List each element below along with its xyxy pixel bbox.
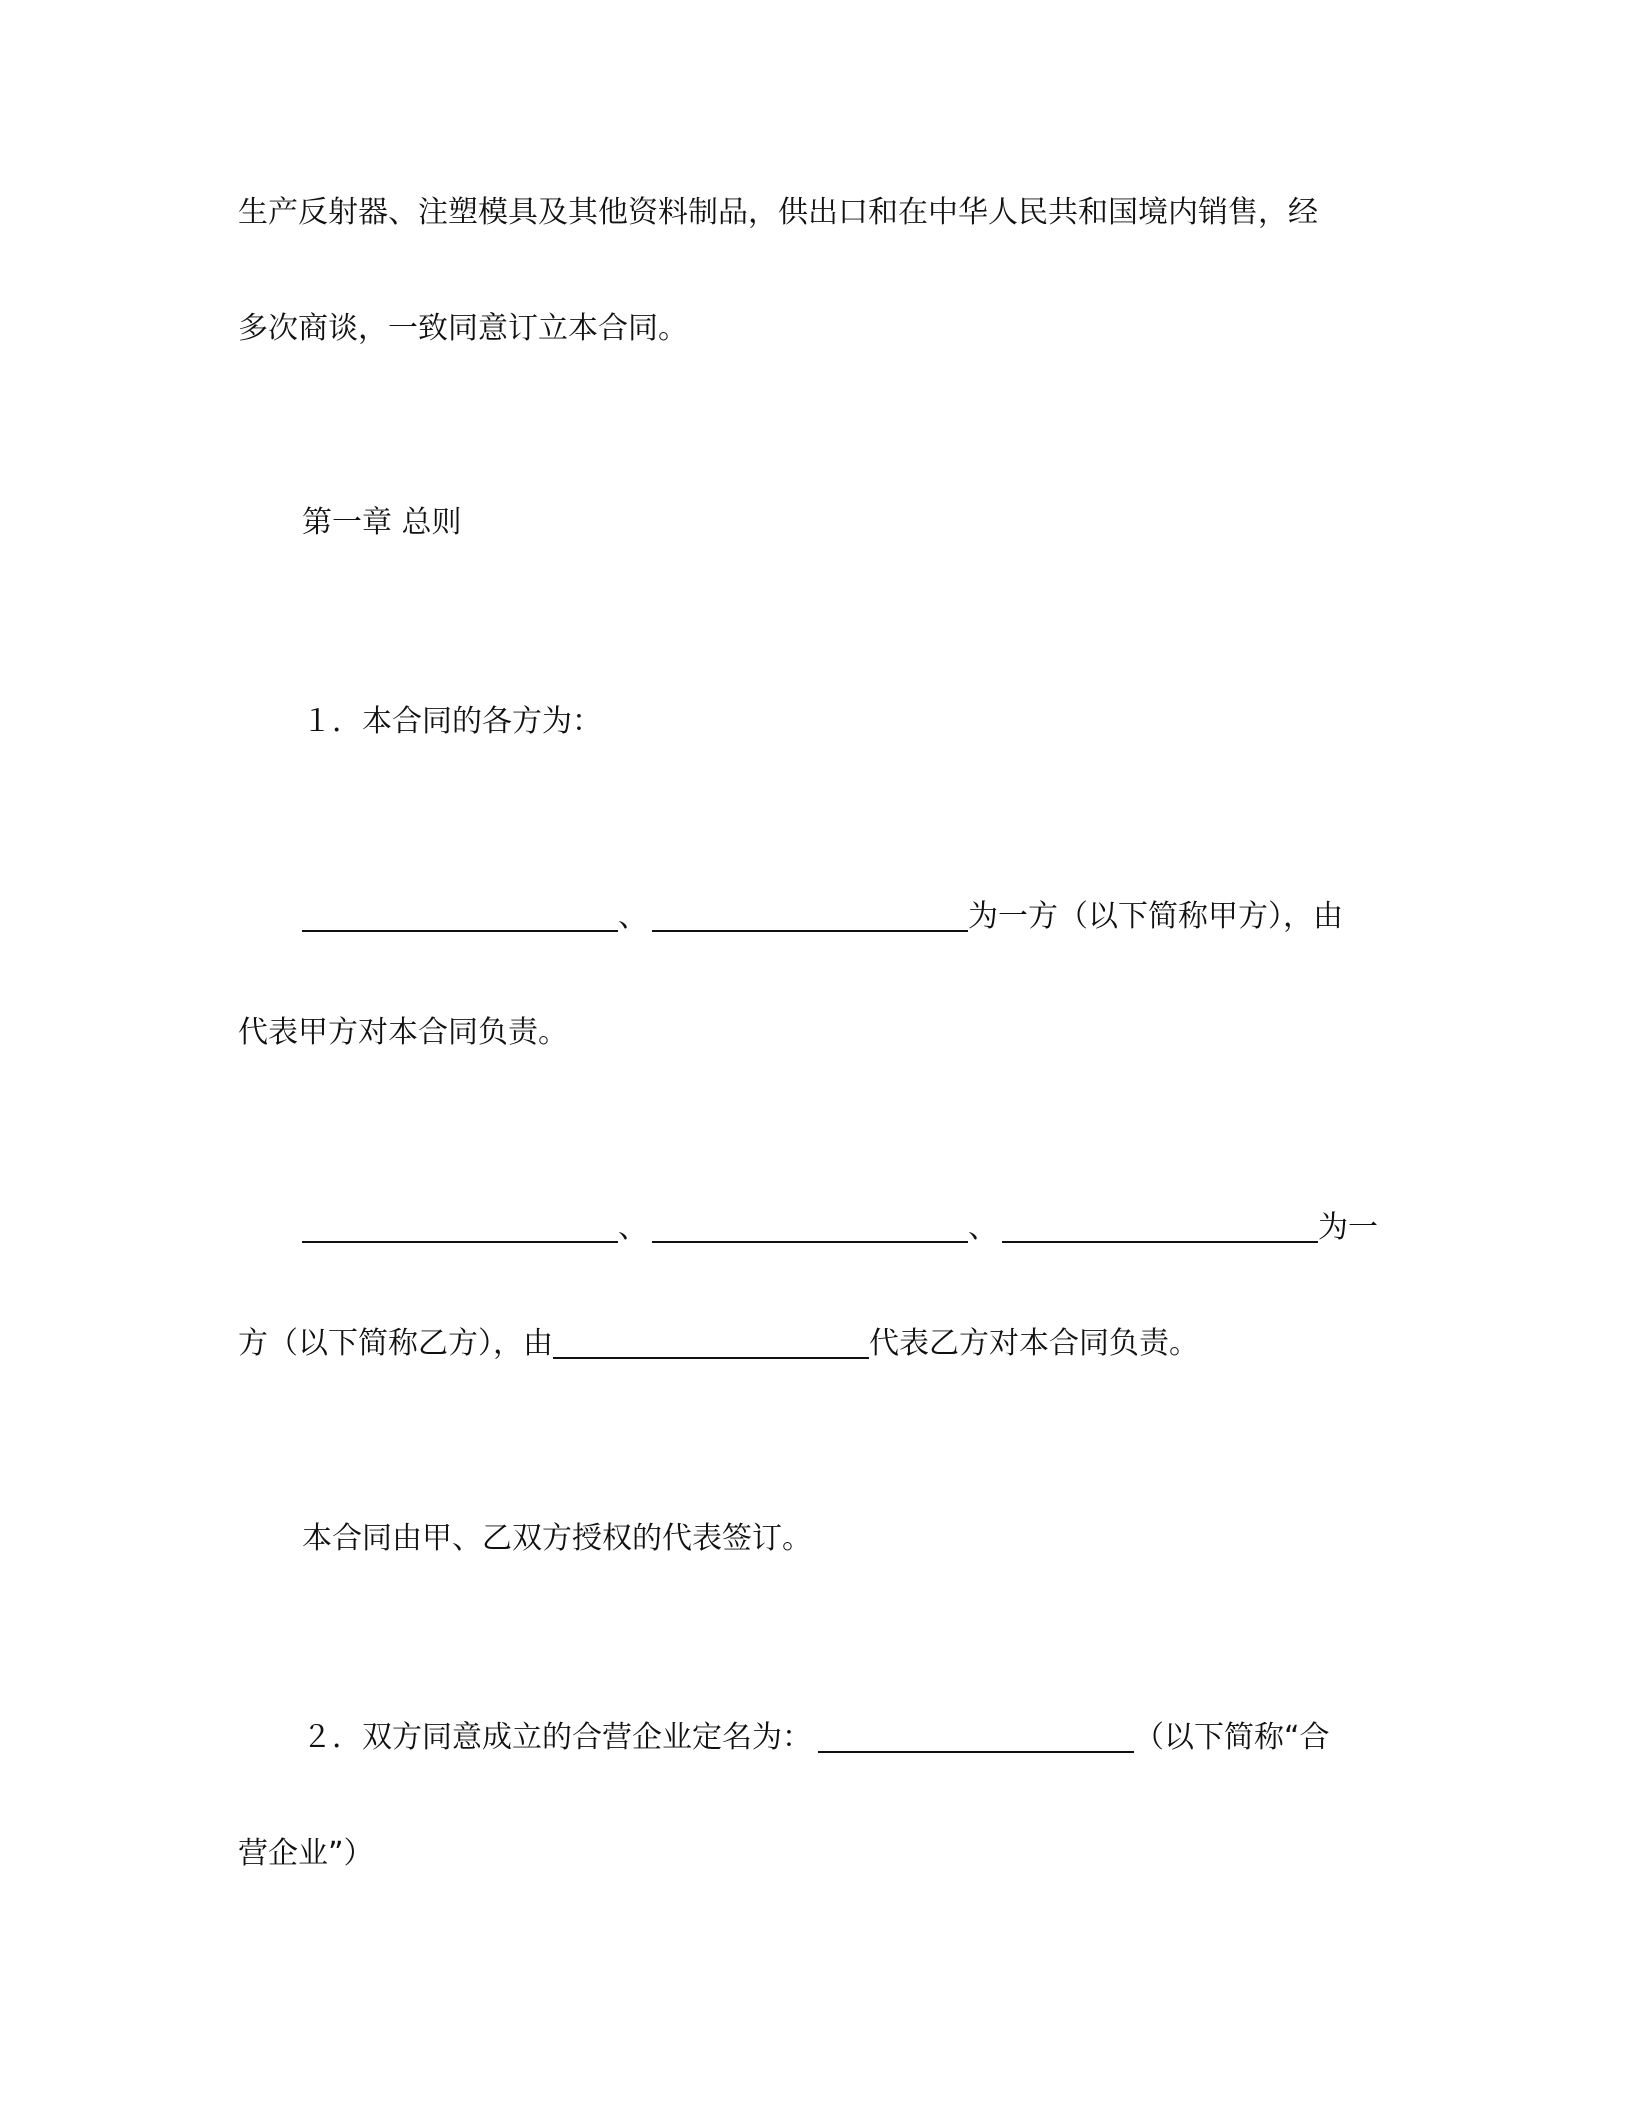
party-b-line-2-suffix: 代表乙方对本合同负责。	[869, 1326, 1199, 1361]
clause-2-suffix: （以下简称“合	[1134, 1720, 1330, 1755]
party-a-line	[302, 897, 1343, 937]
party-b-separator-1: 、	[618, 1210, 648, 1245]
clause-2-line	[302, 1718, 1330, 1758]
party-b-separator-2: 、	[968, 1210, 998, 1245]
party-b-name-blank-2[interactable]	[652, 1211, 968, 1243]
clause-2-line-2: 营企业”）	[238, 1836, 374, 1871]
party-a-name-blank-1[interactable]	[302, 900, 618, 932]
party-b-line-2	[238, 1324, 1199, 1364]
party-b-suffix: 为一	[1318, 1210, 1378, 1245]
chapter-heading: 第一章 总则	[302, 505, 462, 540]
party-b-representative-blank[interactable]	[553, 1327, 869, 1359]
clause-2-prefix: ２．双方同意成立的合营企业定名为：	[302, 1720, 812, 1755]
party-b-line	[302, 1208, 1378, 1248]
party-a-name-blank-2[interactable]	[652, 900, 968, 932]
intro-line-2: 多次商谈，一致同意订立本合同。	[238, 311, 688, 346]
party-b-name-blank-3[interactable]	[1002, 1211, 1318, 1243]
signed-statement: 本合同由甲、乙双方授权的代表签订。	[302, 1521, 812, 1556]
party-a-suffix: 为一方（以下简称甲方），由	[968, 899, 1343, 934]
clause-1-title: １．本合同的各方为：	[302, 704, 602, 739]
party-b-name-blank-1[interactable]	[302, 1211, 618, 1243]
party-a-line-2: 代表甲方对本合同负责。	[238, 1015, 568, 1050]
joint-venture-name-blank[interactable]	[818, 1721, 1134, 1753]
party-b-line-2-prefix: 方（以下简称乙方），由	[238, 1326, 553, 1361]
intro-line-1: 生产反射器、注塑模具及其他资料制品，供出口和在中华人民共和国境内销售，经	[238, 195, 1318, 230]
party-a-separator: 、	[618, 899, 648, 934]
